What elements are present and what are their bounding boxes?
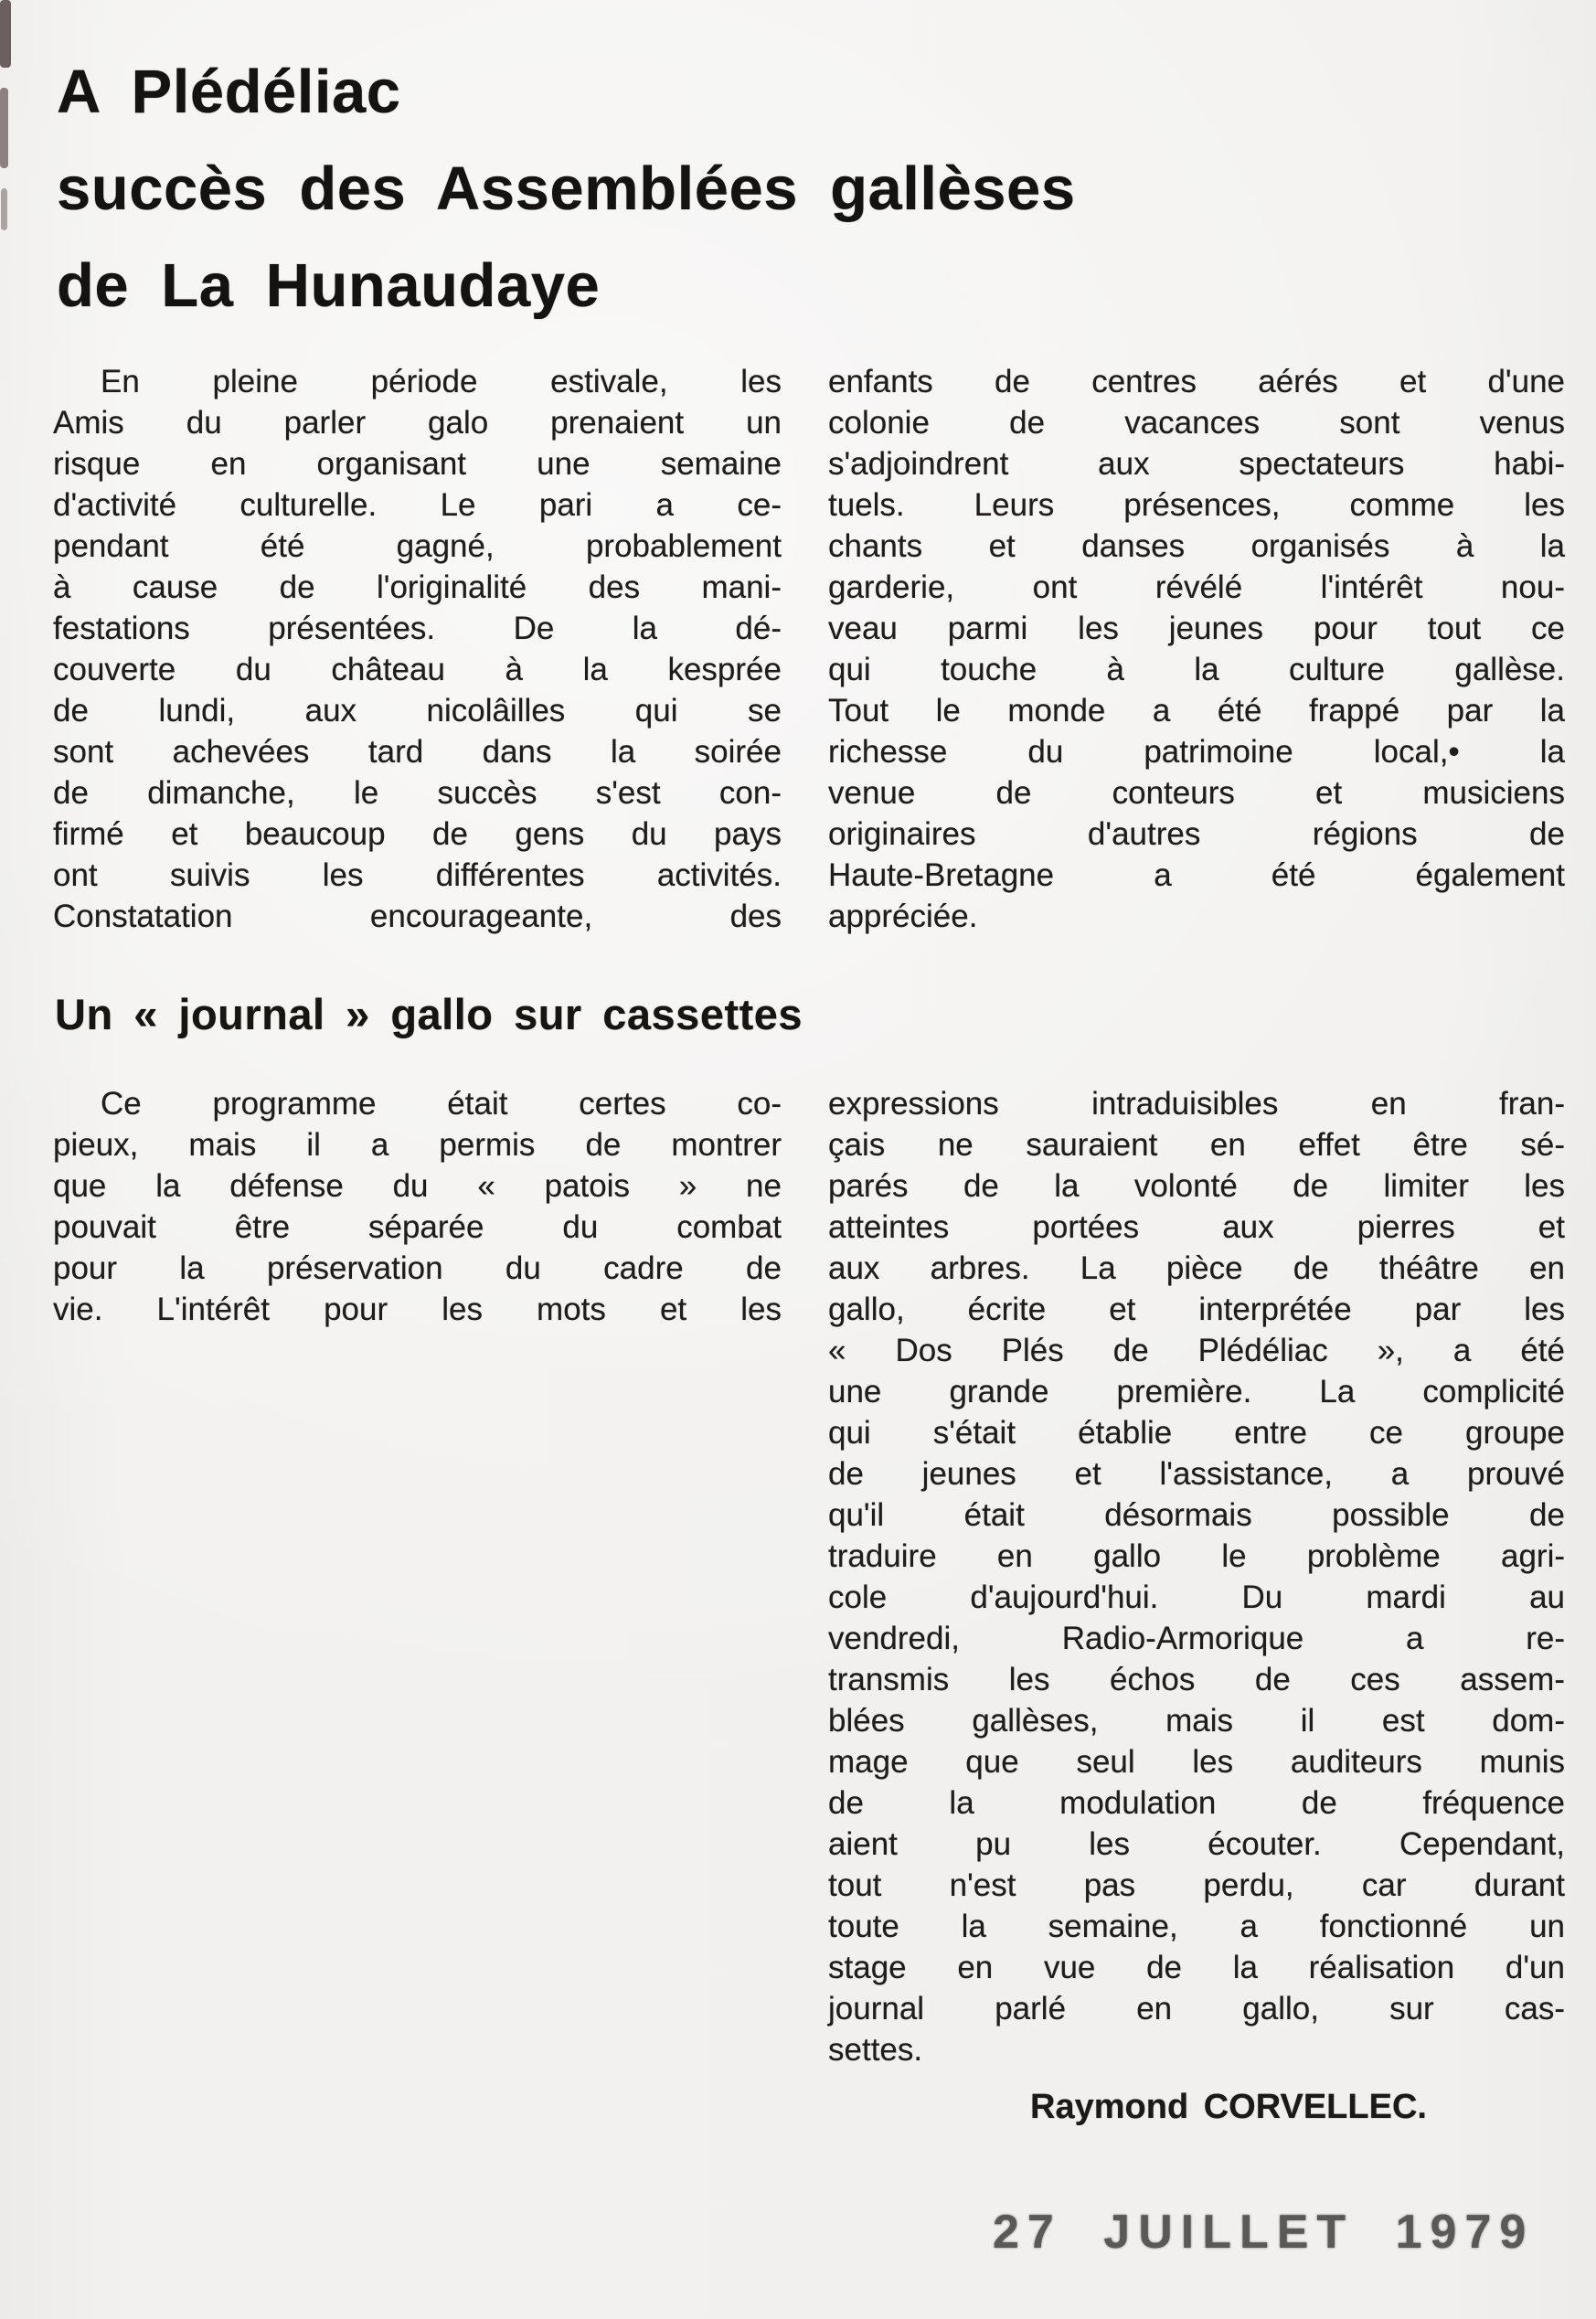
text-line: à cause de l'originalité des mani- (53, 569, 782, 605)
text-line: cole d'aujourd'hui. Du mardi au (828, 1580, 1565, 1615)
scan-edge-artifact (0, 0, 11, 68)
text-line: de jeunes et l'assistance, a prouvé (828, 1456, 1565, 1492)
text-line: stage en vue de la réalisation d'un (828, 1950, 1565, 1985)
text-line: sont achevées tard dans la soirée (53, 734, 782, 770)
text-line: Tout le monde a été frappé par la (828, 693, 1565, 729)
text-line: En pleine période estivale, les (101, 364, 782, 399)
text-line: qu'il était désormais possible de (828, 1497, 1565, 1533)
section-subhead: Un « journal » gallo sur cassettes (55, 990, 803, 1038)
text-line: de La Hunaudaye (57, 251, 601, 320)
text-line: tout n'est pas perdu, car durant (828, 1867, 1565, 1903)
text-line: venue de conteurs et musiciens (828, 775, 1565, 811)
text-line: colonie de vacances sont venus (828, 405, 1565, 441)
author-signature: Raymond CORVELLEC. (1030, 2088, 1427, 2126)
text-line: traduire en gallo le problème agri- (828, 1538, 1565, 1574)
text-line: çais ne sauraient en effet être sé- (828, 1127, 1565, 1163)
text-line: qui touche à la culture gallèse. (828, 652, 1565, 687)
text-line: chants et danses organisés à la (828, 528, 1565, 564)
text-line: richesse du patrimoine local,• la (828, 734, 1565, 770)
text-line: Constatation encourageante, des (53, 899, 782, 934)
text-line: gallo, écrite et interprétée par les (828, 1292, 1565, 1327)
text-line: expressions intraduisibles en fran- (828, 1086, 1565, 1122)
text-line: s'adjoindrent aux spectateurs habi- (828, 446, 1565, 482)
text-line: pour la préservation du cadre de (53, 1250, 782, 1286)
text-line: de lundi, aux nicolâilles qui se (53, 693, 782, 729)
text-line: originaires d'autres régions de (828, 816, 1565, 852)
text-line: ont suivis les différentes activités. (53, 857, 782, 893)
article-headline (57, 44, 1428, 335)
text-line: pendant été gagné, probablement (53, 528, 782, 564)
section1-column-right (828, 361, 1565, 937)
text-line: d'activité culturelle. Le pari a ce- (53, 487, 782, 523)
text-line: Ce programme était certes co- (101, 1086, 782, 1122)
text-line: tuels. Leurs présences, comme les (828, 487, 1565, 523)
text-line: transmis les échos de ces assem- (828, 1662, 1565, 1697)
text-line: enfants de centres aérés et d'une (828, 364, 1565, 399)
text-line: aient pu les écouter. Cependant, (828, 1826, 1565, 1862)
text-line: vendredi, Radio-Armorique a re- (828, 1621, 1565, 1656)
text-line: couverte du château à la kesprée (53, 652, 782, 687)
text-line: succès des Assemblées gallèses (57, 154, 1076, 223)
text-line: aux arbres. La pièce de théâtre en (828, 1250, 1565, 1286)
text-line: qui s'était établie entre ce groupe (828, 1415, 1565, 1451)
text-line: mage que seul les auditeurs munis (828, 1744, 1565, 1780)
scan-edge-artifact (1, 188, 7, 230)
text-line: pouvait être séparée du combat (53, 1209, 782, 1245)
text-line: de dimanche, le succès s'est con- (53, 775, 782, 811)
text-line: parés de la volonté de limiter les (828, 1168, 1565, 1204)
text-line: Haute-Bretagne a été également (828, 857, 1565, 893)
section2-column-right (828, 1083, 1565, 2070)
text-line: veau parmi les jeunes pour tout ce (828, 611, 1565, 646)
text-line: garderie, ont révélé l'intérêt nou- (828, 569, 1565, 605)
text-line: vie. L'intérêt pour les mots et les (53, 1292, 782, 1327)
text-line: pieux, mais il a permis de montrer (53, 1127, 782, 1163)
text-line: atteintes portées aux pierres et (828, 1209, 1565, 1245)
text-line: risque en organisant une semaine (53, 446, 782, 482)
text-line: blées gallèses, mais il est dom- (828, 1703, 1565, 1739)
text-line: journal parlé en gallo, sur cas- (828, 1991, 1565, 2026)
section2-column-left (53, 1083, 782, 1330)
text-line: de la modulation de fréquence (828, 1785, 1565, 1821)
section1-column-left (53, 361, 782, 937)
text-line: que la défense du « patois » ne (53, 1168, 782, 1204)
date-stamp: 27 JUILLET 1979 (993, 2206, 1535, 2259)
text-line: une grande première. La complicité (828, 1374, 1565, 1409)
text-line: A Plédéliac (57, 58, 401, 126)
text-line: settes. (828, 2032, 923, 2068)
text-line: appréciée. (828, 899, 978, 934)
scan-edge-artifact (0, 88, 8, 168)
text-line: toute la semaine, a fonctionné un (828, 1909, 1565, 1944)
text-line: Amis du parler galo prenaient un (53, 405, 782, 441)
text-line: festations présentées. De la dé- (53, 611, 782, 646)
text-line: « Dos Plés de Plédéliac », a été (828, 1333, 1565, 1368)
text-line: firmé et beaucoup de gens du pays (53, 816, 782, 852)
